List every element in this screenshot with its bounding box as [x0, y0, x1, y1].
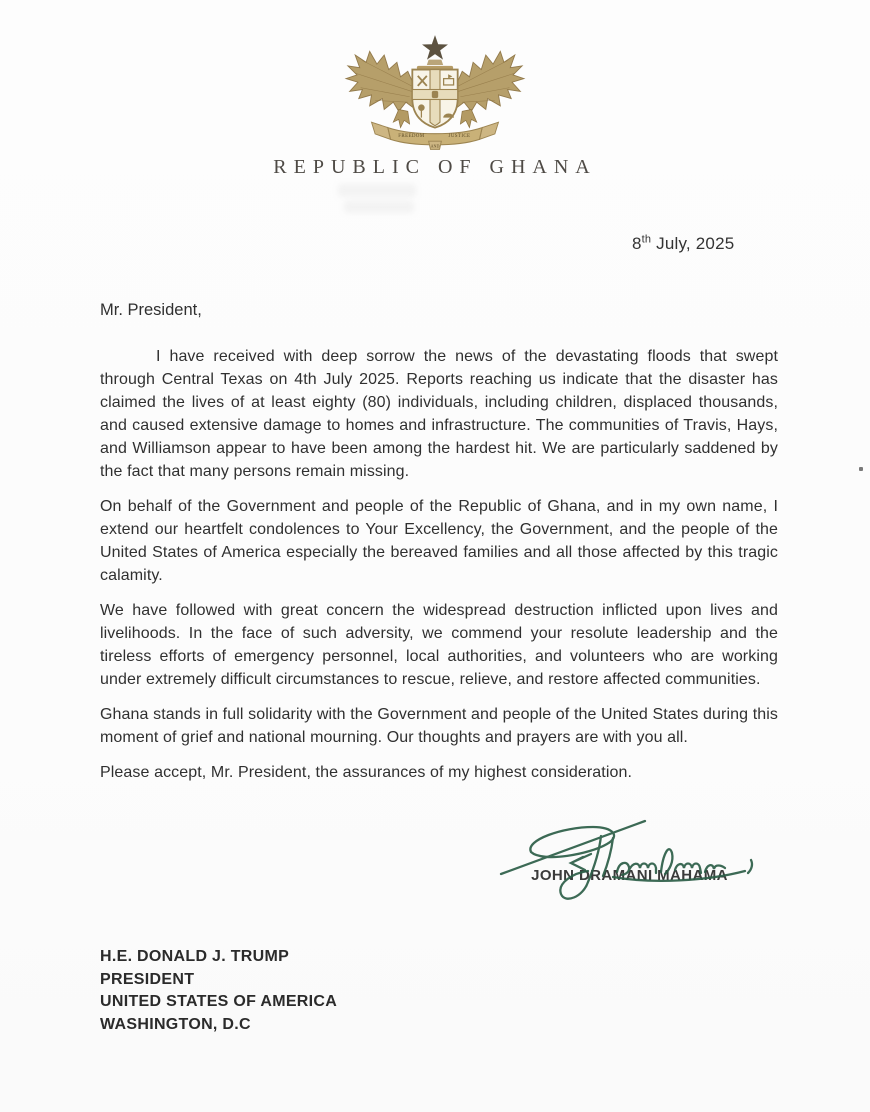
letterhead-title: REPUBLIC OF GHANA [273, 156, 597, 178]
scan-smudge [338, 184, 416, 197]
handwritten-signature-icon [495, 810, 780, 908]
date-remainder: July, 2025 [651, 234, 735, 253]
ghana-coat-of-arms-icon [335, 26, 535, 153]
right-eagle-icon [455, 51, 524, 127]
black-star-icon [422, 35, 448, 60]
scan-speck [859, 467, 863, 471]
body-paragraph-3: We have followed with great concern the widespread destruction inflicted upon lives and livelihoods. In the face of such adversity, we commend your resolute leadership and the tireless efforts of emergency personnel, local authorities, and volunteers who are working under extremely difficult circumstances to rescue, relieve, and restore affected communities. [100, 602, 778, 688]
motto-center: AND [430, 143, 440, 149]
salutation: Mr. President, [100, 301, 202, 319]
letter-body [100, 345, 778, 784]
date-line [632, 234, 734, 254]
motto-right: JUSTICE [448, 134, 471, 140]
signatory-name: JOHN DRAMANI MAHAMA [531, 867, 728, 884]
shield-icon [412, 70, 457, 128]
left-eagle-icon [346, 51, 415, 127]
body-paragraph-1: I have received with deep sorrow the news of the devastating floods that swept through Central Texas on 4th July 2025. Reports reaching us indicate that the disaster has claimed the lives of at least eighty (80) individuals, including children, displaced thousands, and caused extensive damage to homes and infrastructure. The communities of Travis, Hays, and Williamson appear to have been among the hardest hit. We are particularly saddened by the fact that many persons remain missing. [100, 348, 778, 480]
recipient-title: PRESIDENT [100, 970, 195, 988]
recipient-name: H.E. DONALD J. TRUMP [100, 948, 290, 965]
scan-smudge [344, 201, 414, 213]
recipient-city: WASHINGTON, D.C [100, 1015, 251, 1033]
date-ordinal: th [641, 233, 652, 246]
recipient-country: UNITED STATES OF AMERICA [100, 993, 338, 1010]
closing-line: Please accept, Mr. President, the assurances of my highest consideration. [100, 764, 633, 781]
body-paragraph-2: On behalf of the Government and people of the Republic of Ghana, and in my own name, I extend our heartfelt condolences to Your Excellency, the Government, and the people of the United States of America especially the bereaved families and all those affected by this tragic calamity. [100, 498, 778, 584]
signature-block [495, 810, 780, 908]
recipient-block [100, 946, 337, 1036]
date-day: 8 [632, 234, 642, 253]
motto-left: FREEDOM [398, 134, 425, 140]
body-paragraph-4: Ghana stands in full solidarity with the Government and people of the United States during this moment of grief and national mourning. Our thoughts and prayers are with you all. [100, 706, 778, 746]
